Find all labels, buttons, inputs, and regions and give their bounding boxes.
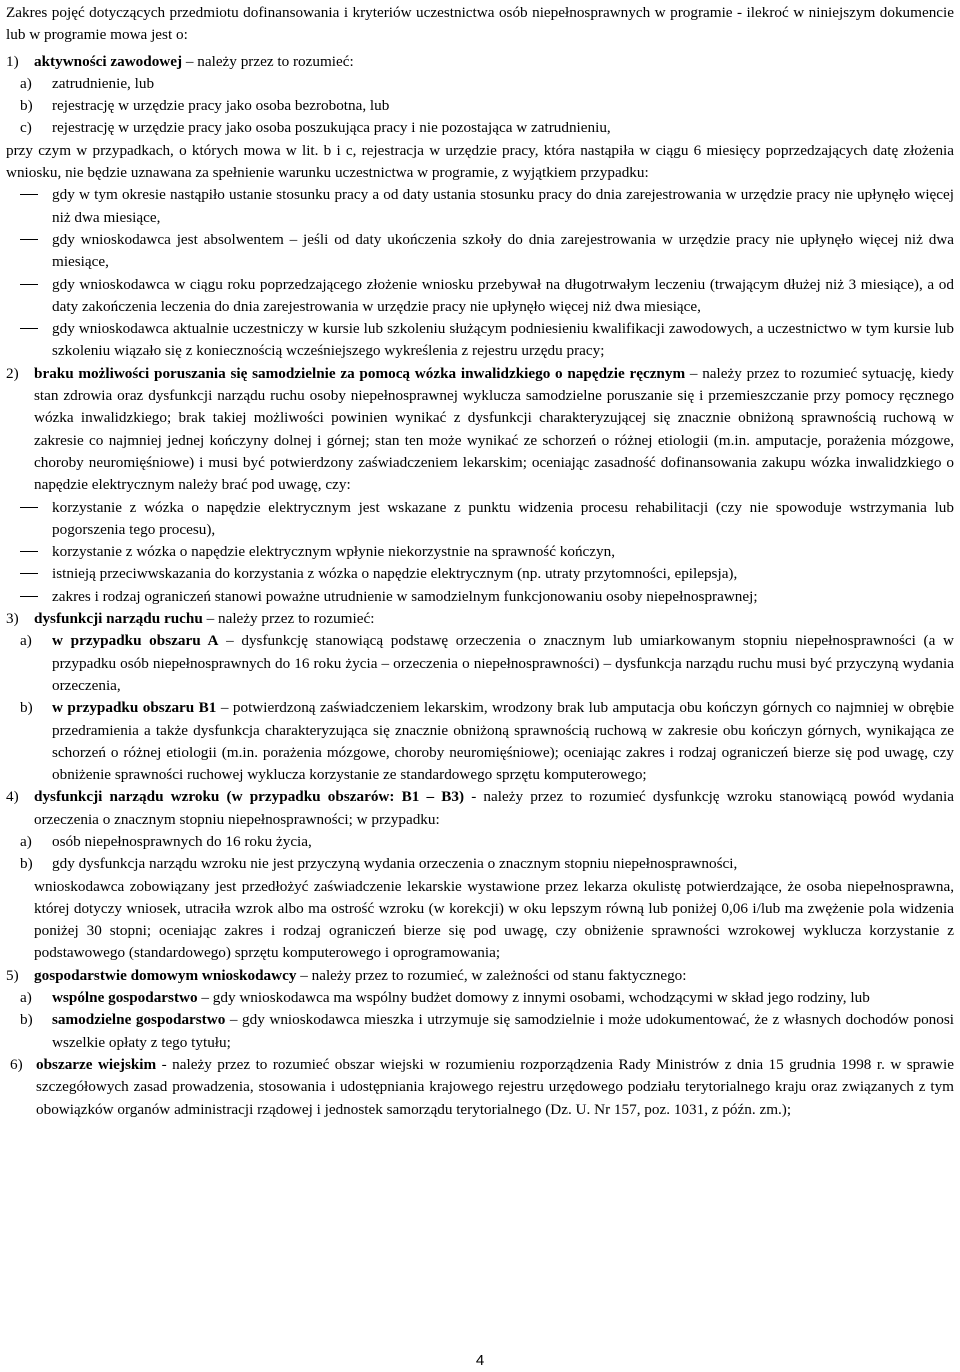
dash-item-text: zakres i rodzaj ograniczeń stanowi poważne utrudnienie w samodzielnym funkcjonowaniu osoby niepełnosprawnej;: [52, 587, 758, 605]
sub-item-letter: b): [20, 699, 33, 717]
sub-item-letter: b): [20, 97, 33, 115]
dash-list-item: [6, 563, 954, 585]
intro-paragraph: Zakres pojęć dotyczących przedmiotu dofinansowania i kryteriów uczestnictwa osób niepełnosprawnych w programie - ilekroć w niniejszym dokumencie lub w programie mowa jest o:: [6, 4, 954, 44]
item-term: dysfunkcji narządu ruchu: [34, 610, 203, 628]
sub-item-text: – potwierdzoną zaświadczeniem lekarskim, wrodzony brak lub amputacja obu kończyn górnych co najmniej w obrębie przedramienia a także dysfunkcja charakteryzująca się znacznie obniżoną sprawnością ruchową w zakresie obu kończyn górnych, wynikająca ze schorzeń o różnej etiologii (m.in. porażenia mózgowe, choroby neuromięśniowe); oceniając zakres i rodzaj ograniczeń bierze się pod uwagę, czy obniżenie sprawności ruchowej wyklucza korzystanie ze standardowego sprzętu komputerowego;: [52, 699, 954, 784]
definition-item-5: [6, 965, 954, 987]
sub-item-text: zatrudnienie, lub: [52, 74, 155, 92]
sub-item-term: w przypadku obszaru A: [52, 632, 219, 650]
dash-bullet: [20, 507, 38, 508]
sub-item-letter: b): [20, 1011, 33, 1029]
sub-item-letter: a): [20, 989, 32, 1007]
dash-item-text: gdy wnioskodawca w ciągu roku poprzedzającego złożenie wniosku przebywał na długotrwałym leczeniu (trwającym dłużej niż 3 miesiące), a od daty zakończenia leczenia do dnia zarejestrowania w urzędzie pracy nie upłynęło więcej niż dwa miesiące,: [52, 275, 954, 315]
definition-item-2: [6, 363, 954, 497]
item-number: 4): [6, 788, 19, 806]
sub-item-text: – dysfunkcję stanowiącą podstawę orzeczenia o znacznym lub umiarkowanym stopniu niepełnosprawności (a w przypadku osób niepełnosprawnych do 16 roku życia – orzeczenia o niepełnosprawności) – dysfunkcja narządu ruchu musi być przyczyną wydania orzeczenia,: [52, 632, 954, 694]
sub-item-term: samodzielne gospodarstwo: [52, 1011, 226, 1029]
sub-item: [6, 987, 954, 1009]
item-number: 3): [6, 610, 19, 628]
item-text: - należy przez to rozumieć dysfunkcję wzroku stanowiącą powód wydania orzeczenia o znacznym stopniu niepełnosprawności; w przypadku:: [34, 788, 954, 828]
definition-item-1: [6, 51, 954, 73]
sub-item: [6, 1009, 954, 1054]
sub-item-letter: a): [20, 632, 32, 650]
sub-item-letter: a): [20, 74, 32, 92]
sub-item-letter: b): [20, 855, 33, 873]
dash-item-text: gdy wnioskodawca aktualnie uczestniczy w kursie lub szkoleniu służącym podniesieniu kwalifikacji zawodowych, a uczestnictwo w tym kursie lub szkoleniu wiązało się z koniecznością wcześniejszego wykreślenia z rejestru urzędu pracy;: [52, 320, 954, 360]
dash-bullet: [20, 596, 38, 597]
dash-list-item: [6, 274, 954, 319]
sub-item-text: – gdy wnioskodawca ma wspólny budżet domowy z innymi osobami, wchodzącymi w skład jego rodziny, lub: [197, 989, 870, 1007]
item-number: 5): [6, 966, 19, 984]
dash-item-text: gdy wnioskodawca jest absolwentem – jeśli od daty ukończenia szkoły do dnia zarejestrowania w urzędzie pracy nie upłynęło więcej niż dwa miesiące,: [52, 230, 954, 271]
item-text: – należy przez to rozumieć, w zależności od stanu faktycznego:: [296, 966, 687, 984]
item-text: - należy przez to rozumieć obszar wiejski w rozumieniu rozporządzenia Rady Ministrów z dnia 15 grudnia 1998 r. w sprawie szczegółowych zasad prowadzenia, stosowania i udostępniania krajowego rejestru urzędowego podziału terytorialnego kraju oraz związanych z tym obowiązków organów administracji rządowej i jednostek samorządu terytorialnego (Dz. U. Nr 157, poz. 1031, z późn. zm.);: [36, 1055, 954, 1118]
sub-item-letter: a): [20, 832, 32, 850]
item-term: aktywności zawodowej: [34, 52, 183, 70]
dash-list-item: [6, 184, 954, 229]
dash-bullet: [20, 551, 38, 552]
dash-bullet: [20, 194, 38, 195]
dash-list-item: [6, 497, 954, 542]
item-term: gospodarstwie domowym wnioskodawcy: [34, 966, 297, 984]
sub-item-text: osób niepełnosprawnych do 16 roku życia,: [52, 832, 312, 850]
item-text: – należy przez to rozumieć sytuację, kiedy stan zdrowia oraz dysfunkcji narządu ruchu osoby niepełnosprawnej wyklucza samodzielne poruszanie się i przemieszczanie przy pomocy ręcznego wózka inwalidzkiego; brak takiej możliwości powinien wynikać z dysfunkcji charakteryzującej się znacznie obniżoną sprawnością ruchową w zakresie co najmniej jednej kończyny dolnej i górnej; stan ten może wynikać ze schorzeń o różnej etiologii (m.in. amputacje, porażenia mózgowe, choroby neuromięśniowe) i musi być potwierdzony zaświadczeniem lekarskim; oceniając zasadność dofinansowania zakupu wózka inwalidzkiego o napędzie elektrycznym należy brać pod uwagę, czy:: [34, 364, 955, 494]
dash-item-text: istnieją przeciwwskazania do korzystania z wózka o napędzie elektrycznym (np. utraty przytomności, epilepsja),: [52, 565, 738, 583]
sub-item-text: gdy dysfunkcja narządu wzroku nie jest przyczyną wydania orzeczenia o znacznym stopniu niepełnosprawności,: [52, 855, 738, 873]
sub-item: [6, 117, 954, 139]
item-number: 1): [6, 52, 19, 70]
sub-item: [6, 831, 954, 853]
dash-list-item: [6, 586, 954, 608]
item-number: 2): [6, 364, 19, 382]
dash-list-item: [6, 541, 954, 563]
definition-item-4: [6, 786, 954, 831]
item-paragraph: przy czym w przypadkach, o których mowa w lit. b i c, rejestracja w urzędzie pracy, która nastąpiła w ciągu 6 miesięcy poprzedzających datę złożenia wniosku, nie będzie uznawana za spełnienie warunku uczestnictwa w programie, z wyjątkiem przypadku:: [6, 141, 954, 182]
sub-item: [6, 853, 954, 875]
sub-item-text: – gdy wnioskodawca mieszka i utrzymuje się samodzielnie i może udokumentować, że z własnych dochodów ponosi wszelkie opłaty z tego tytułu;: [52, 1011, 954, 1051]
definition-item-3: [6, 608, 954, 630]
item-term: dysfunkcji narządu wzroku: [34, 788, 220, 806]
dash-item-text: gdy w tym okresie nastąpiło ustanie stosunku pracy a od daty ustania stosunku pracy do dnia zarejestrowania w urzędzie pracy nie upłynęło więcej niż dwa miesiące,: [52, 186, 954, 226]
dash-list-item: [6, 229, 954, 274]
sub-item: [6, 697, 954, 786]
sub-item-term: w przypadku obszaru B1: [52, 699, 217, 717]
dash-bullet: [20, 573, 38, 574]
dash-list-item: [6, 318, 954, 363]
item-number: 6): [10, 1055, 23, 1073]
dash-item-text: korzystanie z wózka o napędzie elektrycznym wpłynie niekorzystnie na sprawność kończyn,: [52, 543, 615, 561]
definition-item-6: [6, 1054, 954, 1121]
document-body: [6, 2, 954, 1121]
sub-item: [6, 630, 954, 697]
item-text: – należy przez to rozumieć:: [202, 610, 375, 628]
sub-item-term: wspólne gospodarstwo: [52, 989, 198, 1007]
dash-bullet: [20, 328, 38, 329]
item-term: braku możliwości poruszania się samodzielnie za pomocą wózka inwalidzkiego o napędzie ręcznym: [34, 364, 686, 382]
item-term: obszarze wiejskim: [36, 1055, 157, 1073]
sub-item-text: rejestrację w urzędzie pracy jako osoba poszukująca pracy i nie pozostająca w zatrudnieniu,: [52, 119, 611, 137]
item-text: – należy przez to rozumieć:: [182, 52, 354, 70]
sub-item-text: rejestrację w urzędzie pracy jako osoba bezrobotna, lub: [52, 97, 390, 115]
sub-item: [6, 95, 954, 117]
page-number: 4: [475, 1352, 485, 1369]
sub-item: [6, 73, 954, 95]
dash-bullet: [20, 239, 38, 240]
item-paragraph: wnioskodawca zobowiązany jest przedłożyć zaświadczenie lekarskie wystawione przez lekarza okulistę potwierdzające, że osoba niepełnosprawna, której dotyczy wniosek, utraciła wzrok albo ma ostrość wzroku (w korekcji) w oku lepszym równą lub poniżej 0,06 i/lub ma zwężenie pola widzenia poniżej 30 stopni; oceniając zakres i rodzaj ograniczeń bierze się pod uwagę, czy obniżenie sprawności wzrokowej wyklucza korzystanie z podstawowego (standardowego) sprzętu komputerowego i oprogramowania;: [34, 877, 954, 962]
dash-item-text: korzystanie z wózka o napędzie elektrycznym jest wskazane z punktu widzenia procesu rehabilitacji (czy nie spowoduje wstrzymania lub pogorszenia tego procesu),: [52, 498, 954, 538]
item-term-scope: (w przypadku obszarów: B1 – B3): [219, 788, 465, 806]
sub-item-letter: c): [20, 119, 32, 137]
dash-bullet: [20, 284, 38, 285]
